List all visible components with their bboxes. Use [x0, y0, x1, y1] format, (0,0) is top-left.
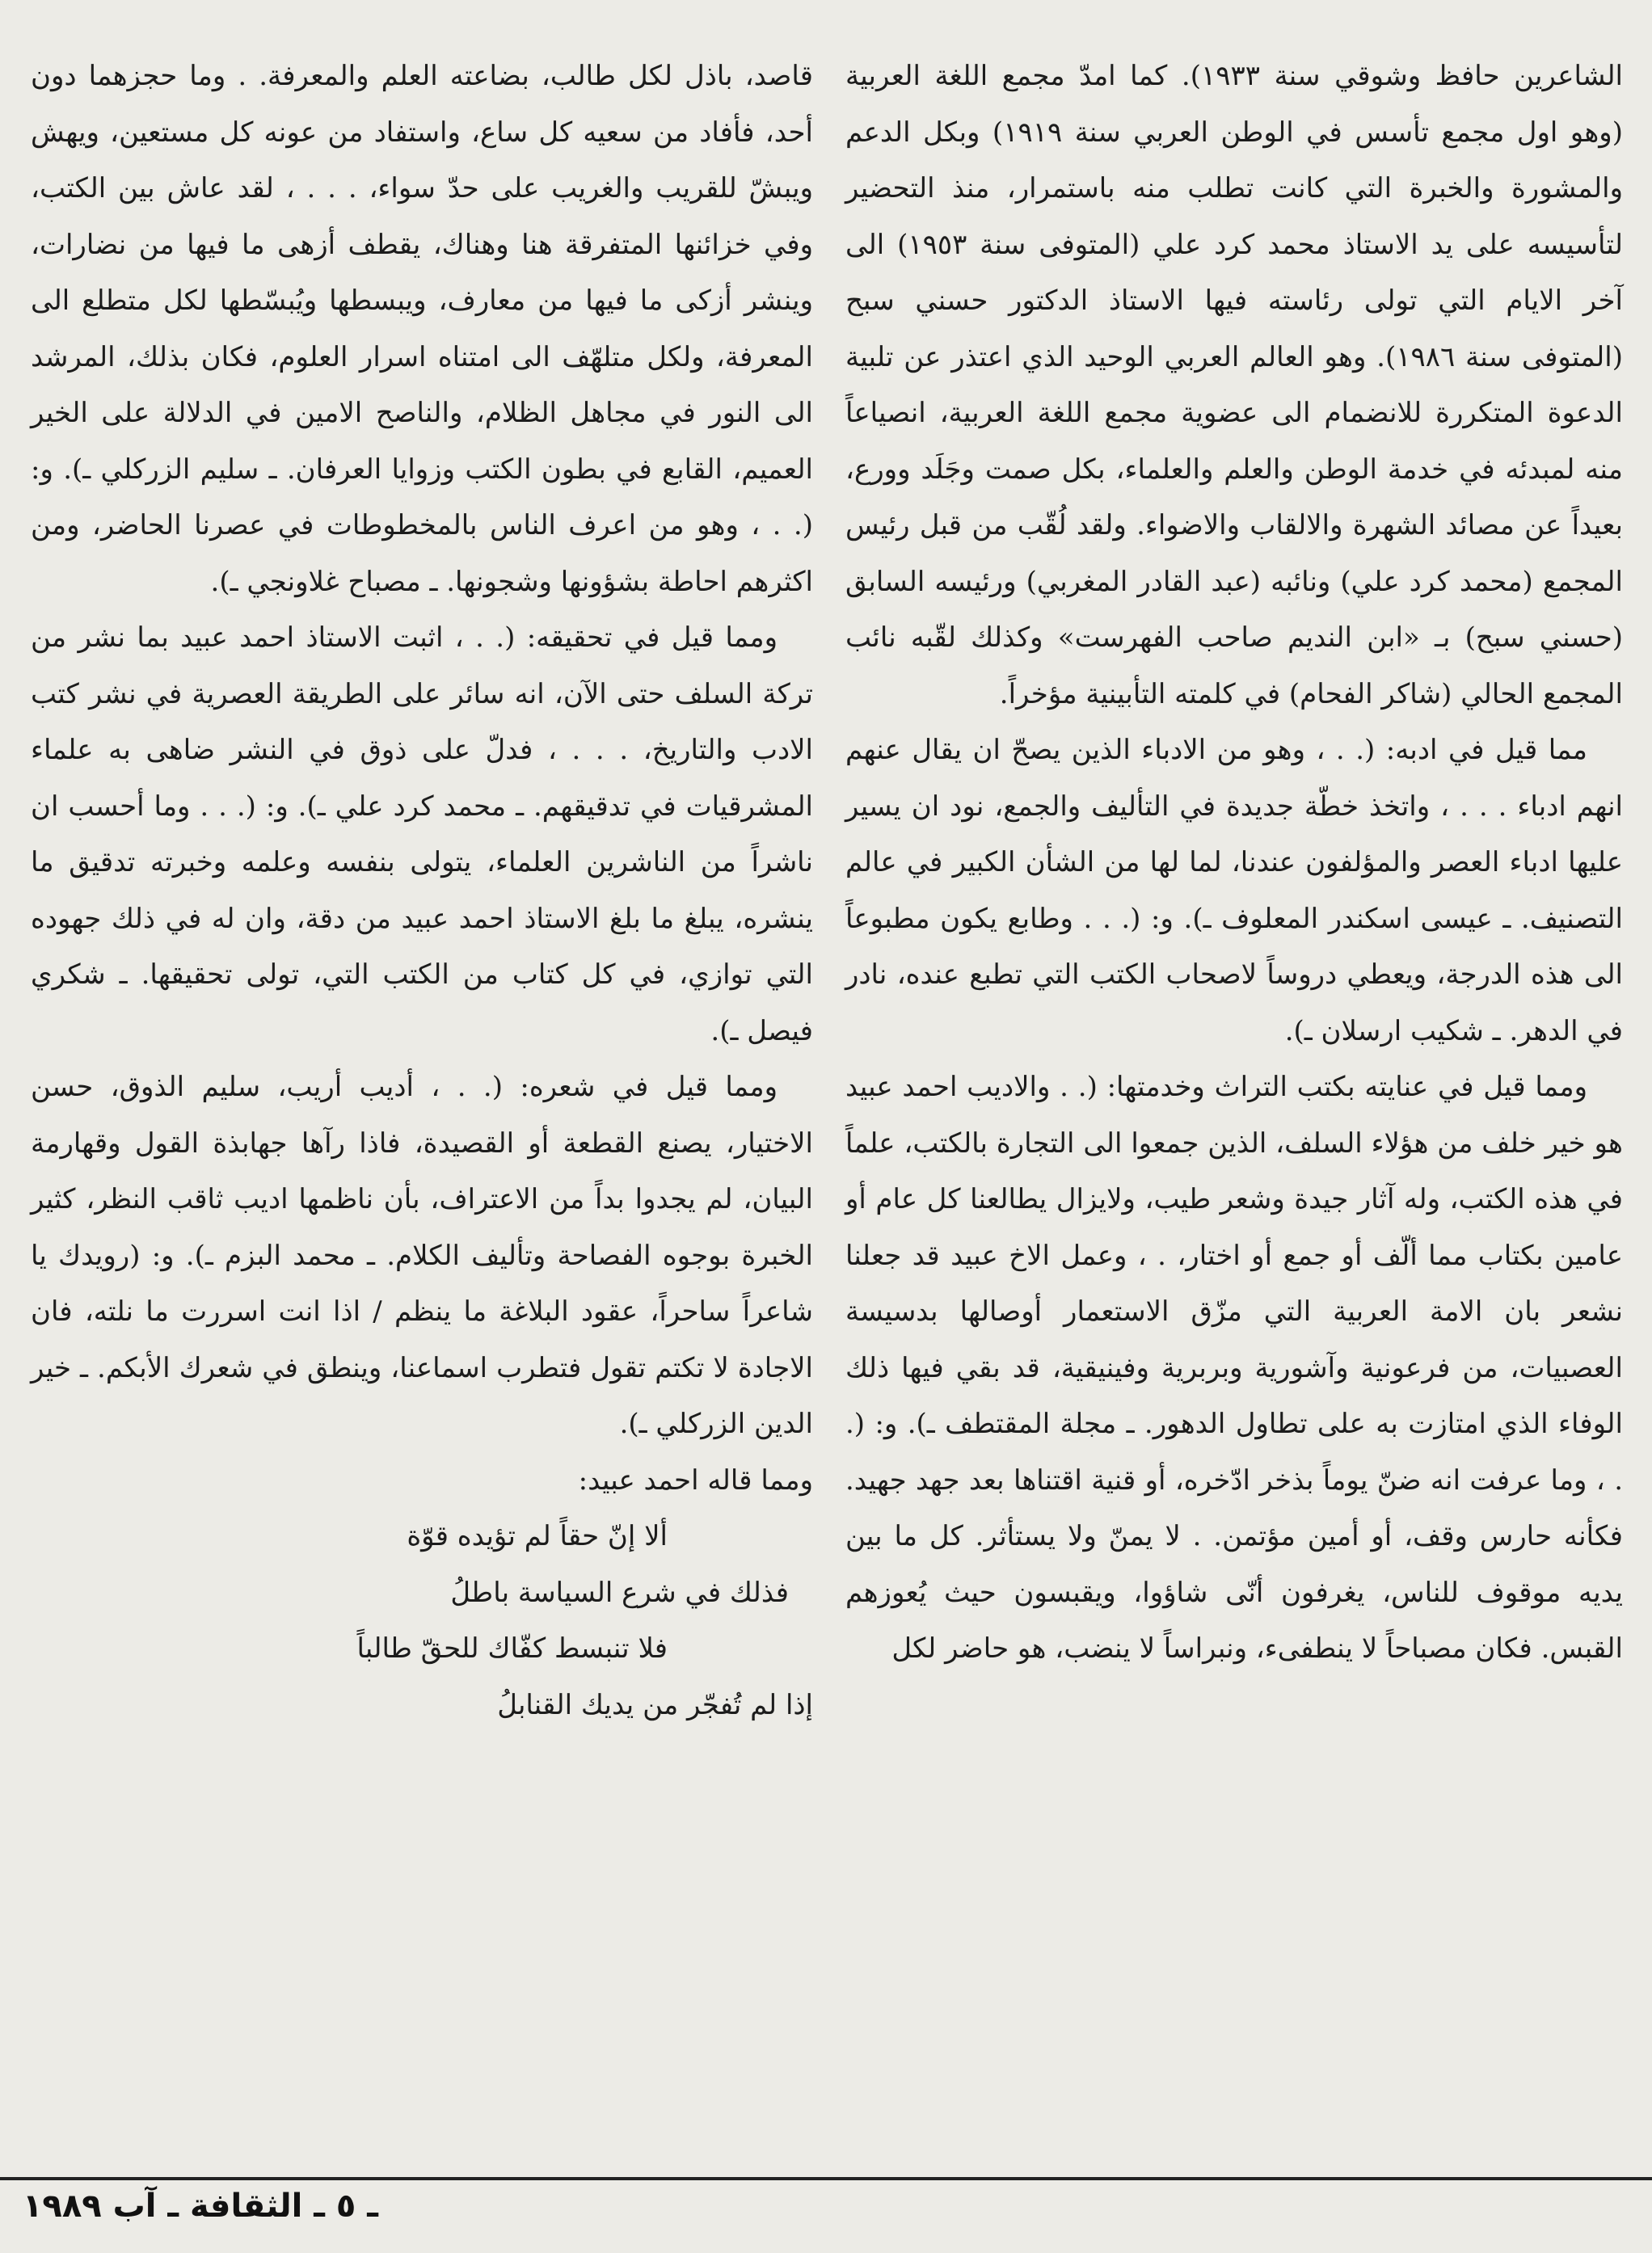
footer-rule	[0, 2177, 1652, 2180]
paragraph: الشاعرين حافظ وشوقي سنة ١٩٣٣). كما امدّ مجمع اللغة العربية (وهو اول مجمع تأسس في الوطن العربي سنة ١٩١٩) وبكل الدعم والمشورة والخبرة التي كانت تطلب منه باستمرار، منذ التحضير لتأسيسه على يد الاستاذ محمد كرد علي (المتوفى سنة ١٩٥٣) الى آخر الايام التي تولى رئاسته فيها الاستاذ الدكتور حسني سبح (المتوفى سنة ١٩٨٦). وهو العالم العربي الوحيد الذي اعتذر عن تلبية الدعوة المتكررة للانضمام الى عضوية مجمع اللغة العربية، انصياعاً منه لمبدئه في خدمة الوطن والعلم والعلماء، بكل صمت وجَلَد وورع، بعيداً عن مصائد الشهرة والالقاب والاضواء. ولقد لُقّب من قبل رئيس المجمع (محمد كرد علي) ونائبه (عبد القادر المغربي) ورئيسه السابق (حسني سبح) بـ «ابن النديم صاحب الفهرست» وكذلك لقّبه نائب المجمع الحالي (شاكر الفحام) في كلمته التأبينية مؤخراً.	[845, 60, 1624, 710]
poem-line: فذلك في شرع السياسة باطلُ	[450, 1576, 789, 1609]
poem-intro: ومما قاله احمد عبيد:	[578, 1463, 813, 1497]
page-footer: ـ ٥ ـ الثقافة ـ آب ١٩٨٩	[23, 2188, 378, 2225]
paragraph: مما قيل في ادبه: (. . ، وهو من الادباء الذين يصحّ ان يقال عنهم انهم ادباء . . . ، واتخذ خطّة جديدة في التأليف والجمع، نود ان يسير عليها ادباء العصر والمؤلفون عندنا، لما لها من الشأن الكبير في عالم التصنيف. ـ عيسى اسكندر المعلوف ـ). و: (. . . وطابع يكون مطبوعاً الى هذه الدرجة، ويعطي دروساً لاصحاب الكتب التي تطبع عنده، نادر في الدهر. ـ شكيب ارسلان ـ).	[845, 734, 1623, 1047]
poem-line: فلا تنبسط كفّاك للحقّ طالباً	[356, 1632, 668, 1665]
right-column	[845, 48, 1623, 1678]
poem-line: ألا إنّ حقاً لم تؤيده قوّة	[407, 1520, 668, 1552]
poem	[31, 1509, 813, 1733]
paragraph: ومما قيل في تحقيقه: (. . ، اثبت الاستاذ احمد عبيد بما نشر من تركة السلف حتى الآن، انه سائر على الطريقة العصرية في نشر كتب الادب والتاريخ، . . . ، فدلّ على ذوق في النشر ضاهى به علماء المشرقيات في تدقيقهم. ـ محمد كرد علي ـ). و: (. . . وما أحسب ان ناشراً من الناشرين العلماء، يتولى بنفسه وعلمه وخبرته تدقيق ما ينشره، يبلغ ما بلغ الاستاذ احمد عبيد من دقة، وان له في ذلك جهوده التي توازي، في كل كتاب من الكتب التي، تولى تحقيقها. ـ شكري فيصل ـ).	[31, 621, 813, 1047]
paragraph: ومما قيل في عنايته بكتب التراث وخدمتها: (. . والاديب احمد عبيد هو خير خلف من هؤلاء السلف، الذين جمعوا الى التجارة بالكتب، علماً في هذه الكتب، وله آثار جيدة وشعر طيب، ولايزال يطالعنا كل عام أو عامين بكتاب مما ألّف أو جمع أو اختار، . ، وعمل الاخ عبيد قد جعلنا نشعر بان الامة العربية التي مزّق الاستعمار أوصالها بدسيسة العصبيات، من فرعونية وآشورية وبربرية وفينيقية، قد بقي فيها ذلك الوفاء الذي امتازت به على تطاول الدهور. ـ مجلة المقتطف ـ). و: (. . ، وما عرفت انه ضنّ يوماً بذخر ادّخره، أو قنية اقتناها بعد جهد جهيد. فكأنه حارس وقف، أو أمين مؤتمن. . لا يمنّ ولا يستأثر. كل ما بين يديه موقوف للناس، يغرفون أنّى شاؤوا، ويقبسون حيث يُعوزهم القبس. فكان مصباحاً لا ينطفىء، ونبراساً لا ينضب، هو حاضر لكل	[845, 1071, 1623, 1665]
poem-line: إذا لم تُفجّر من يديك القنابلُ	[497, 1688, 813, 1721]
left-column	[31, 48, 813, 1733]
paragraph: قاصد، باذل لكل طالب، بضاعته العلم والمعرفة. . وما حجزهما دون أحد، فأفاد من سعيه كل ساع، واستفاد من عونه كل مستعين، ويهش ويبشّ للقريب والغريب على حدّ سواء، . . . ، لقد عاش بين الكتب، وفي خزائنها المتفرقة هنا وهناك، يقطف أزهى ما فيها من نضارات، وينشر أزكى ما فيها من معارف، ويبسطها ويُبسّطها لكل متطلع الى المعرفة، ولكل متلهّف الى امتناه اسرار العلوم، فكان بذلك، المرشد الى النور في مجاهل الظلام، والناصح الامين في الدلالة على الخير العميم، القابع في بطون الكتب وزوايا العرفان. ـ سليم الزركلي ـ). و: (. . ، وهو من اعرف الناس بالمخطوطات في عصرنا الحاضر، ومن اكثرهم احاطة بشؤونها وشجونها. ـ مصباح غلاونجي ـ).	[31, 60, 813, 598]
paragraph: ومما قيل في شعره: (. . ، أديب أريب، سليم الذوق، حسن الاختيار، يصنع القطعة أو القصيدة، فاذا رآها جهابذة القول وقهارمة البيان، لم يجدوا بداً من الاعتراف، بأن ناظمها اديب ثاقب النظر، كثير الخبرة بوجوه الفصاحة وتأليف الكلام. ـ محمد البزم ـ). و: (رويدك يا شاعراً ساحراً، عقود البلاغة ما ينظم / اذا انت اسررت ما نلته، فان الاجادة لا تكتم تقول فتطرب اسماعنا، وينطق في شعرك الأبكم. ـ خير الدين الزركلي ـ).	[31, 1071, 813, 1440]
